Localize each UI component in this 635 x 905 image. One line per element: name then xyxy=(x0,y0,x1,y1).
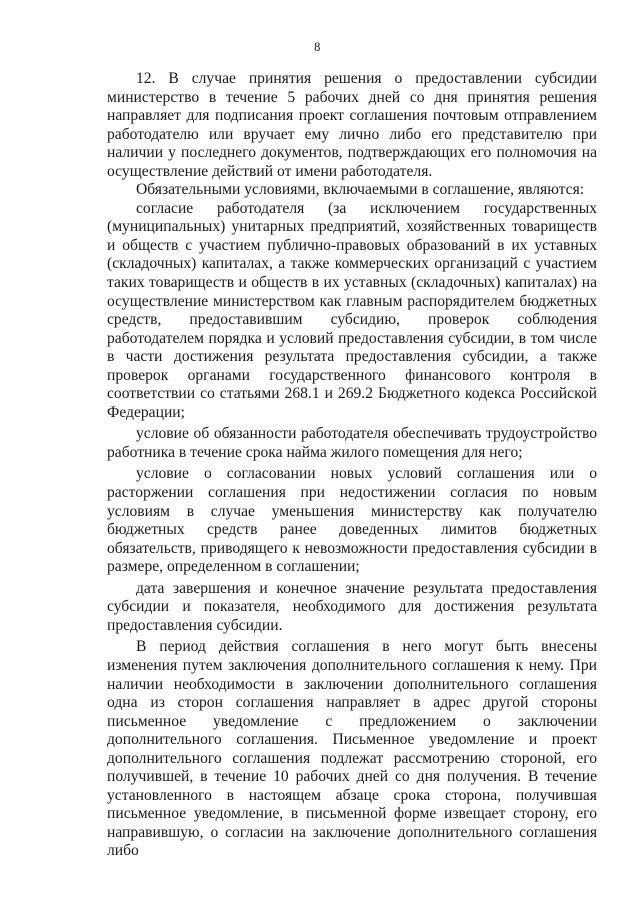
paragraph-employment-obligation: условие об обязанности работодателя обеспечивать трудоустройство работника в течение срока найма жилого помещения для него; xyxy=(107,425,597,461)
paragraph-new-conditions: условие о согласовании новых условий соглашения или о расторжении соглашения при недостижении согласия по новым условиям в случае уменьшения министерству как получателю бюджетных средств ранее доведенных лимитов бюджетных обязательств, приводящего к невозможности предоставления субсидии в размере, определенном в соглашении; xyxy=(107,465,597,576)
paragraph-completion-date: дата завершения и конечное значение результата предоставления субсидии и показателя, необходимого для достижения результата предоставления субсидии. xyxy=(107,579,597,634)
paragraph-amendments: В период действия соглашения в него могут быть внесены изменения путем заключения дополнительного соглашения к нему. При наличии необходимости в заключении дополнительного соглашения одна из сторон соглашения направляет в адрес другой стороны письменное уведомление с предложением о заключении дополнительного соглашения. Письменное уведомление и проект дополнительного соглашения подлежат рассмотрению стороной, его получившей, в течение 10 рабочих дней со дня получения. В течение установленного в настоящем абзаце срока сторона, получившая письменное уведомление, в письменной форме извещает сторону, его направившую, о согласии на заключение дополнительного соглашения либо xyxy=(107,638,597,860)
paragraph-mandatory-conditions-intro: Обязательными условиями, включаемыми в соглашение, являются: xyxy=(136,181,585,199)
document-body xyxy=(107,70,597,861)
page-number: 8 xyxy=(314,40,321,54)
paragraph-clause-12: 12. В случае принятия решения о предоставлении субсидии министерство в течение 5 рабочих дней со дня принятия решения направляет для подписания проект соглашения почтовым отправлением работодателю или вручает ему лично либо его представителю при наличии у последнего документов, подтверждающих его полномочия на осуществление действий от имени работодателя. xyxy=(107,70,597,180)
paragraph-employer-consent: согласие работодателя (за исключением государственных (муниципальных) унитарных предприятий, хозяйственных товариществ и обществ с участием публично-правовых образований в их уставных (складочных) капиталах, а также коммерческих организаций с участием таких товариществ и обществ в их уставных (складочных) капиталах) на осуществление министерством как главным распорядителем бюджетных средств, предоставившим субсидию, проверок соблюдения работодателем порядка и условий предоставления субсидии, в том числе в части достижения результата предоставления субсидии, а также проверок органами государственного финансового контроля в соответствии со статьями 268.1 и 269.2 Бюджетного кодекса Российской Федерации; xyxy=(107,199,597,421)
